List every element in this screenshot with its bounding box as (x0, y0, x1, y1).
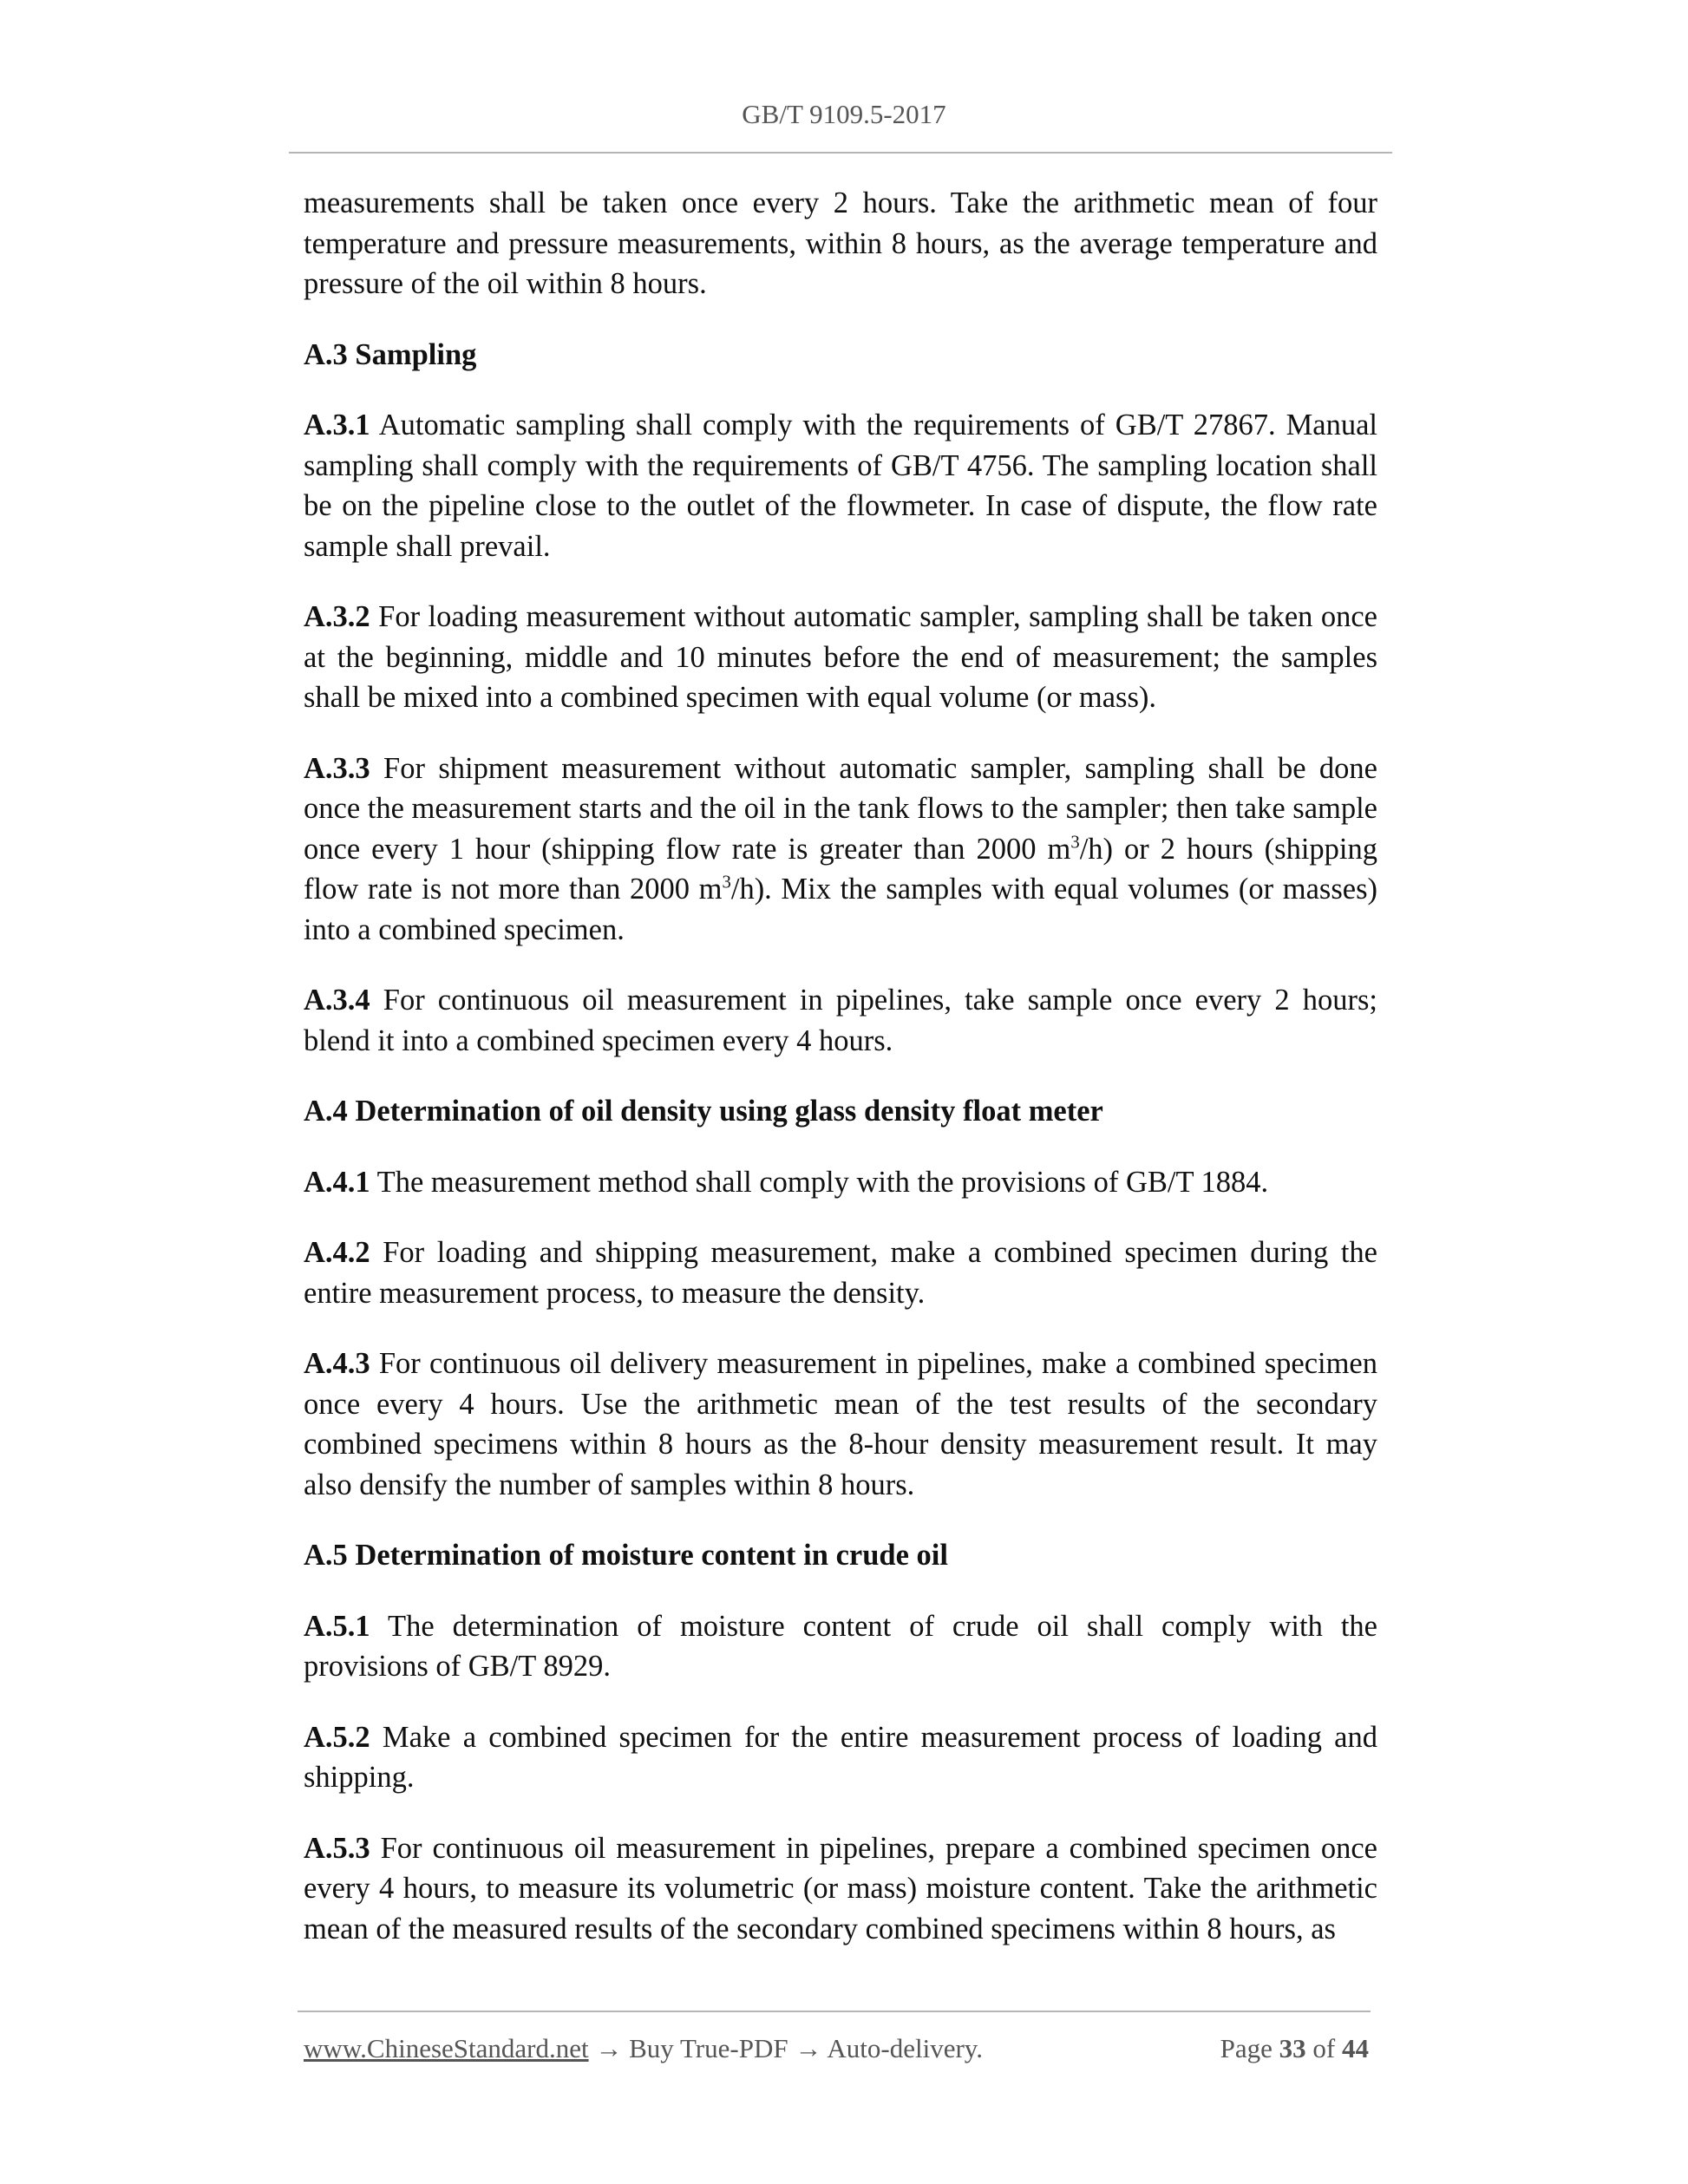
total-pages-number: 44 (1342, 2033, 1369, 2063)
of-label: of (1312, 2033, 1336, 2063)
clause-a5-2 (304, 1717, 1377, 1798)
clause-text: For shipment measurement without automatic sampler, sampling shall be done once the measurement starts and the oil in the tank flows to the sampler; then take sample once every 1 hour (shipping flow rate is greater than 2000 m (304, 751, 1377, 866)
page-indicator (1220, 2030, 1369, 2068)
website-link[interactable]: www.ChineseStandard.net (304, 2033, 589, 2063)
header-divider (289, 152, 1392, 154)
paragraph-continuation: measurements shall be taken once every 2 hours. Take the arithmetic mean of four temperature and pressure measurements, within 8 hours, as the average temperature and pressure of the oil within 8 hours. (304, 186, 1377, 300)
page-label: Page (1220, 2033, 1273, 2063)
superscript: 3 (1070, 833, 1080, 852)
clause-number: A.5.1 (304, 1609, 370, 1643)
section-heading-a4: A.4 Determination of oil density using glass density float meter (304, 1095, 1103, 1128)
clause-text: /h). Mix the samples with equal volumes (or masses) into a combined specimen. (304, 873, 1378, 946)
clause-a5-3 (304, 1828, 1377, 1950)
auto-delivery-text: Auto-delivery. (827, 2033, 984, 2063)
clause-number: A.5.2 (304, 1720, 370, 1754)
clause-text: Automatic sampling shall comply with the requirements of GB/T 27867. Manual sampling shall comply with the requirements of GB/T 4756. The sampling location shall be on the pipeline close to the outlet of the flowmeter. In case of dispute, the flow rate sample shall prevail. (304, 409, 1377, 563)
clause-number: A.3.1 (304, 409, 370, 441)
clause-a3-1 (304, 405, 1377, 566)
clause-text: /h) or 2 hours (shipping flow rate is not more than 2000 m (304, 832, 1377, 906)
page-footer (304, 2030, 1369, 2068)
clause-a3-3 (304, 749, 1377, 951)
section-heading-a3: A.3 Sampling (304, 337, 477, 371)
section-heading-a5: A.5 Determination of moisture content in crude oil (304, 1539, 948, 1572)
clause-number: A.4.1 (304, 1165, 370, 1199)
document-header (0, 97, 1688, 132)
arrow-right-icon: → (795, 2033, 822, 2063)
clause-a4-3 (304, 1344, 1377, 1505)
document-code: GB/T 9109.5-2017 (742, 99, 946, 129)
current-page-number: 33 (1279, 2033, 1306, 2063)
buy-pdf-text: Buy True-PDF (629, 2033, 788, 2063)
footer-promo (304, 2030, 983, 2068)
arrow-right-icon: → (595, 2033, 623, 2063)
clause-a4-1 (304, 1162, 1377, 1203)
document-body (304, 183, 1377, 1979)
clause-a4-2 (304, 1233, 1377, 1313)
clause-text: Make a combined specimen for the entire measurement process of loading and shipping. (304, 1720, 1377, 1794)
clause-number: A.3.2 (304, 600, 370, 633)
clause-text: For continuous oil delivery measurement in pipelines, make a combined specimen once every 4 hours. Use the arithmetic mean of the test results of the secondary combined specimens within 8 hours as the 8-hour density measurement result. It may also densify the number of samples within 8 hours. (304, 1347, 1377, 1501)
clause-number: A.4.2 (304, 1236, 370, 1269)
clause-text: For loading and shipping measurement, make a combined specimen during the entire measurement process, to measure the density. (304, 1236, 1377, 1310)
clause-text: The measurement method shall comply with the provisions of GB/T 1884. (370, 1165, 1269, 1199)
clause-number: A.5.3 (304, 1831, 370, 1865)
clause-text: For continuous oil measurement in pipelines, prepare a combined specimen once every 4 hours, to measure its volumetric (or mass) moisture content. Take the arithmetic mean of the measured results of the secondary combined specimens within 8 hours, as (304, 1831, 1377, 1945)
clause-a3-2 (304, 597, 1377, 718)
clause-a3-4 (304, 980, 1377, 1061)
clause-text: The determination of moisture content of crude oil shall comply with the provisions of GB/T 8929. (304, 1609, 1377, 1683)
clause-a5-1 (304, 1606, 1377, 1687)
clause-text: For loading measurement without automatic sampler, sampling shall be taken once at the beginning, middle and 10 minutes before the end of measurement; the samples shall be mixed into a combined specimen with equal volume (or mass). (304, 600, 1377, 714)
clause-text: For continuous oil measurement in pipelines, take sample once every 2 hours; blend it into a combined specimen every 4 hours. (304, 984, 1377, 1057)
clause-number: A.3.3 (304, 751, 370, 785)
clause-number: A.4.3 (304, 1347, 370, 1380)
clause-number: A.3.4 (304, 984, 370, 1017)
superscript: 3 (722, 873, 731, 893)
footer-divider (298, 2011, 1371, 2012)
